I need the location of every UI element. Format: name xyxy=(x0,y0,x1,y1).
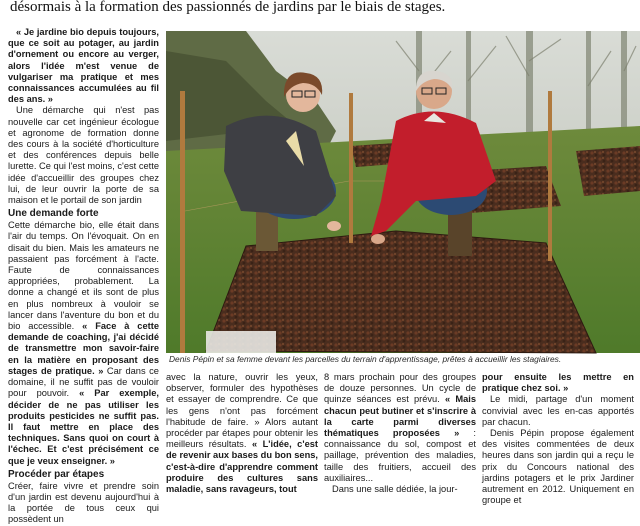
body-paragraph xyxy=(166,372,318,495)
article-top-line: désormais à la formation des passionnés de jardins par le biais de stages. xyxy=(10,0,446,15)
quote-paragraph: pour ensuite les mettre en pratique chez soi. » xyxy=(482,372,634,394)
quote-text: « Mais chacun peut butiner et s'inscrire à la carte parmi diverses thématiques proposées » xyxy=(324,394,476,439)
article-column-4 xyxy=(482,372,634,506)
quote-text: « Face à cette demande de coaching, j'ai décidé de transmettre mon savoir-faire en la matière en proposant des stages de pratique. » xyxy=(8,321,160,376)
body-paragraph: Dans une salle dédiée, la jour- xyxy=(332,484,458,495)
body-paragraph xyxy=(8,220,159,466)
body-text: » Alors autant procéder par étapes pour obtenir les meilleurs résultats. xyxy=(166,416,319,450)
body-paragraph: Le midi, partage d'un moment convivial avec les en-cas apportés par chacun. xyxy=(482,394,634,427)
quote-paragraph: « Je jardine bio depuis toujours, que ce soit au potager, au jardin d'ornement ou encore au verger, alors l'idée m'est venue de vulgariser ma pratique et mes connaissances accumulées au fil des ans. » xyxy=(8,27,159,105)
article-column-2 xyxy=(166,372,319,495)
article-photo xyxy=(166,31,640,353)
body-text: Car dans ce domaine, il ne suffit pas de vouloir pour pouvoir. xyxy=(8,365,159,399)
body-paragraph: Créer, faire vivre et prendre soin d'un jardin est devenu aujourd'hui à la portée de tous ceux qui possèdent un xyxy=(8,480,159,525)
body-text: : connaissance du sol, compost et paillage, prévention des maladies, taille des fruitiers, accueil des auxiliaires... xyxy=(324,428,476,483)
body-text: 8 mars prochain pour des groupes de douze personnes. Un cycle de quinze séances est prévu. xyxy=(324,372,476,405)
quote-text: « L'idée, c'est de revenir aux bases du bon sens, c'est-à-dire d'apprendre comment produire des cultures sans maladie, sans ravageurs, tout xyxy=(166,439,319,495)
body-paragraph: Une démarche qui n'est pas nouvelle car cet ingénieur écologue et agronome de formation donne des cours à la société d'horticulture et des conférences depuis belle lurette. Ce qui l'est moins, c'est cette idée d'accueillir des groupes chez lui, de leur ouvrir la porte de sa maison et le portail de son jardin xyxy=(8,105,159,206)
article-column-1 xyxy=(8,27,160,525)
body-text: avec la nature, ouvrir les yeux, observer, formuler des hypothèses et essayer de comprendre. Ce que les gens n'ont pas forcément l'habitude de faire. xyxy=(166,372,318,427)
body-paragraph xyxy=(324,372,476,484)
quote-text: « Par exemple, décider de ne pas utiliser les produits pesticides ne suffit pas. Il faut mettre en place des techniques. Sans quoi on court à l'échec. Et c'est précisément ce que je veux enseigner. » xyxy=(8,388,159,466)
body-paragraph: Denis Pépin propose également des visites commentées de deux heures dans son jardin qui a reçu le prix du Concours national des jardins potagers et le prix Jardiner autrement en 2012. Uniquement en groupe et xyxy=(482,428,634,506)
photo-caption: Denis Pépin et sa femme devant les parcelles du terrain d'apprentissage, prêtes à accueillir les stagiaires. xyxy=(169,354,562,364)
subheading: Procéder par étapes xyxy=(8,468,105,480)
article-column-3 xyxy=(324,372,476,495)
body-text: Cette démarche bio, elle était dans l'air du temps. On l'évoquait. On en disait du bien. Mais les amateurs ne passaient pas forcément à l'acte. Faute de connaissances appropriées, probablement. La donne a changé et ils sont de plus en plus nombreux à vouloir se lancer dans l'aventure du bon et du bio accessible. xyxy=(8,220,159,332)
subheading: Une demande forte xyxy=(8,208,99,220)
